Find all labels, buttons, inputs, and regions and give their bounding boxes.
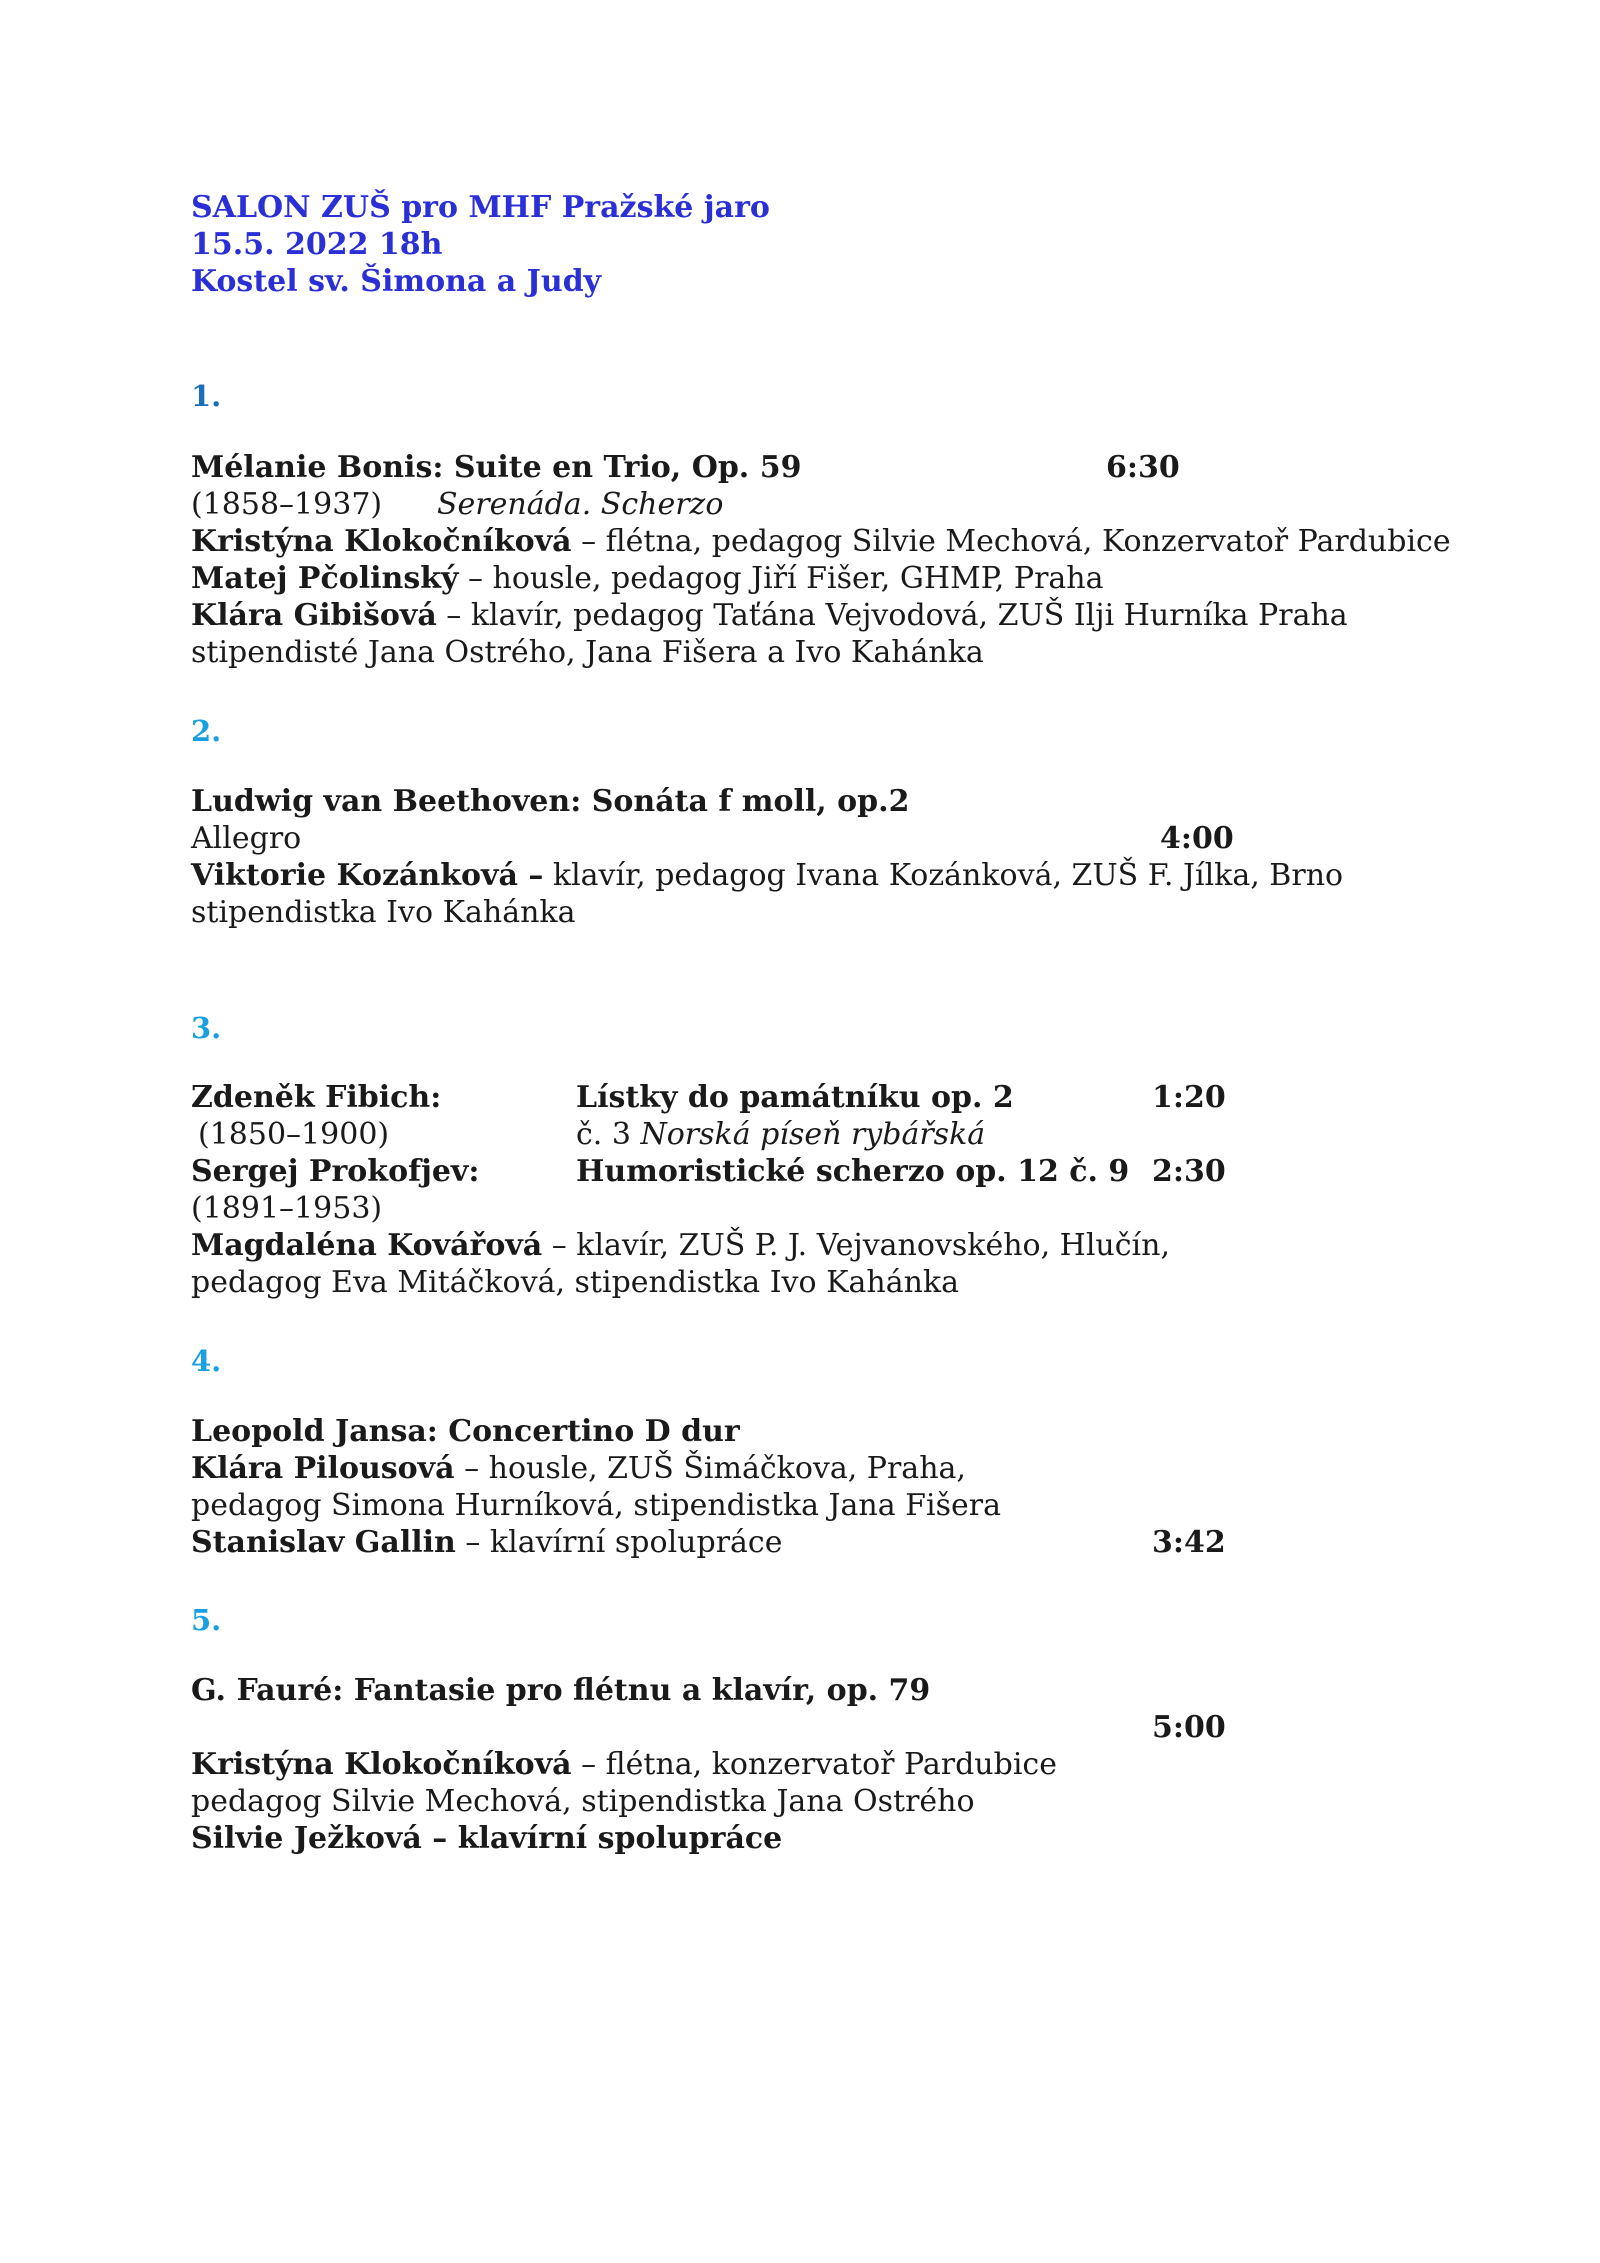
item-1-duration: 6:30 xyxy=(1106,450,1180,485)
item-3-composer-1: Zdeněk Fibich: xyxy=(191,1080,442,1115)
program-title: SALON ZUŠ pro MHF Pražské jaro xyxy=(191,190,770,225)
item-number-5: 5. xyxy=(191,1603,222,1637)
item-1-performer-2: Matej Pčolinský – housle, pedagog Jiří Fišer, GHMP, Praha xyxy=(191,561,1104,596)
item-3-duration-1: 1:20 xyxy=(1152,1080,1226,1115)
item-4-work: Leopold Jansa: Concertino D dur xyxy=(191,1414,740,1449)
item-number-1: 1. xyxy=(191,379,222,413)
item-5-performer-2: Silvie Ježková – klavírní spolupráce xyxy=(191,1821,783,1856)
item-number-2: 2. xyxy=(191,714,222,748)
item-1-work: Mélanie Bonis: Suite en Trio, Op. 59 xyxy=(191,450,802,485)
item-2-note: stipendistka Ivo Kahánka xyxy=(191,895,576,930)
item-4-note: pedagog Simona Hurníková, stipendistka Jana Fišera xyxy=(191,1488,1001,1523)
item-number-3: 3. xyxy=(191,1011,222,1045)
item-3-composer-2: Sergej Prokofjev: xyxy=(191,1154,480,1189)
item-4-performer-2: Stanislav Gallin – klavírní spolupráce xyxy=(191,1525,783,1560)
item-3-performer: Magdaléna Kovářová – klavír, ZUŠ P. J. Vejvanovského, Hlučín, xyxy=(191,1228,1171,1263)
item-2-movement: Allegro xyxy=(191,821,302,856)
item-3-years-1: (1850–1900) xyxy=(198,1117,390,1152)
item-5-note: pedagog Silvie Mechová, stipendistka Jana Ostrého xyxy=(191,1784,975,1819)
item-3-years-2: (1891–1953) xyxy=(191,1191,383,1226)
item-3-subtitle-1: č. 3 Norská píseň rybářská xyxy=(576,1117,986,1152)
item-1-years: (1858–1937) xyxy=(191,487,383,522)
item-5-performer-1: Kristýna Klokočníková – flétna, konzervatoř Pardubice xyxy=(191,1747,1057,1782)
program-datetime: 15.5. 2022 18h xyxy=(191,227,443,262)
item-2-work: Ludwig van Beethoven: Sonáta f moll, op.2 xyxy=(191,784,910,819)
item-2-performer: Viktorie Kozánková – klavír, pedagog Ivana Kozánková, ZUŠ F. Jílka, Brno xyxy=(191,858,1344,893)
item-5-work: G. Fauré: Fantasie pro flétnu a klavír, op. 79 xyxy=(191,1673,931,1708)
item-1-note: stipendisté Jana Ostrého, Jana Fišera a Ivo Kahánka xyxy=(191,635,984,670)
item-5-duration: 5:00 xyxy=(1152,1710,1226,1745)
item-1-movements: Serenáda. Scherzo xyxy=(437,487,724,522)
item-3-note: pedagog Eva Mitáčková, stipendistka Ivo Kahánka xyxy=(191,1265,959,1300)
program-venue: Kostel sv. Šimona a Judy xyxy=(191,264,602,299)
item-3-work-1: Lístky do památníku op. 2 xyxy=(576,1080,1014,1115)
item-4-performer-1: Klára Pilousová – housle, ZUŠ Šimáčkova, Praha, xyxy=(191,1451,966,1486)
item-1-performer-3: Klára Gibišová – klavír, pedagog Taťána Vejvodová, ZUŠ Ilji Hurníka Praha xyxy=(191,598,1348,633)
item-3-work-2: Humoristické scherzo op. 12 č. 9 xyxy=(576,1154,1130,1189)
item-1-performer-1: Kristýna Klokočníková – flétna, pedagog Silvie Mechová, Konzervatoř Pardubice xyxy=(191,524,1451,559)
item-4-duration: 3:42 xyxy=(1152,1525,1226,1560)
item-number-4: 4. xyxy=(191,1344,222,1378)
item-3-duration-2: 2:30 xyxy=(1152,1154,1226,1189)
item-2-duration: 4:00 xyxy=(1160,821,1234,856)
